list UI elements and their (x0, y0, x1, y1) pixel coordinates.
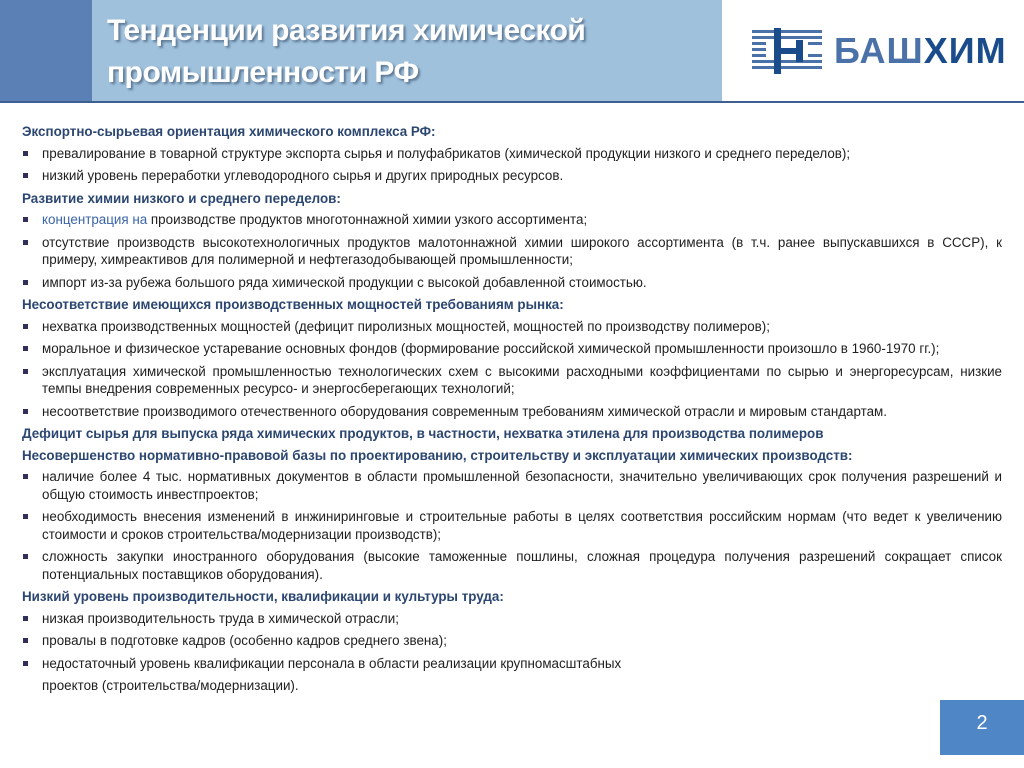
bullet-icon (23, 324, 28, 329)
bullet-icon (23, 616, 28, 621)
bashkhim-logo-icon (752, 26, 822, 76)
logo-text-part-2: ХИМ (923, 30, 1007, 71)
slide-title (107, 10, 707, 94)
bullet-icon (23, 554, 28, 559)
list-item-text: отсутствие производств высокотехнологичных продуктов малотоннажной химии широкого ассортимента (в т.ч. ранее выпускавшихся в СССР), к примеру, химреактивов для полимерной и нефтегазодобывающей промышленности; (42, 234, 1002, 267)
slide-header (0, 0, 1024, 101)
slide-title-line-1: Тенденции развития химической (107, 14, 586, 47)
list-item (22, 274, 1002, 292)
list-item-text: моральное и физическое устаревание основных фондов (формирование российской химической промышленности произошло в 1960-1970 гг.); (42, 341, 940, 356)
logo-text (834, 30, 1007, 72)
list-item (22, 363, 1002, 398)
section-heading-raw-material-deficit: Дефицит сырья для выпуска ряда химических продуктов, в частности, нехватка этилена для производства полимеров (22, 426, 824, 441)
section-heading-labor: Низкий уровень производительности, квалификации и культуры труда: (22, 589, 504, 604)
list-item-text: сложность закупки иностранного оборудования (высокие таможенные пошлины, сложная процедура получения разрешений сокращает список потенциальных поставщиков оборудования). (42, 549, 1002, 582)
logo (722, 0, 1024, 101)
list-item (22, 318, 1002, 336)
bullet-icon (23, 409, 28, 414)
bullet-icon (23, 173, 28, 178)
list-item-text: наличие более 4 тыс. нормативных документов в области промышленной безопасности, значительно увеличивающих срок получения разрешений и общую стоимость инвестпроектов; (42, 469, 1002, 502)
list-item-text: эксплуатация химической промышленностью технологических схем с высокими расходными коэффициентами по сырью и энергоресурсам, низкие темпы внедрения современных ресурсо- и энергосберегающих технологий; (42, 363, 1002, 396)
section-heading-low-medium-chemistry: Развитие химии низкого и среднего переделов: (22, 190, 341, 206)
logo-text-part-1: БАШ (834, 30, 924, 71)
list-item-text: импорт из-за рубежа большого ряда химической продукции с высокой добавленной стоимостью. (42, 274, 647, 290)
header-left-stripe (0, 0, 92, 101)
bullet-icon (23, 638, 28, 643)
list-item-text: превалирование в товарной структуре экспорта сырья и полуфабрикатов (химической продукции низкого и среднего переделов); (42, 145, 851, 161)
section-heading-regulatory: Несовершенство нормативно-правовой базы по проектированию, строительству и эксплуатации химических производств: (22, 447, 853, 463)
list-item (22, 340, 1002, 358)
section-heading-export: Экспортно-сырьевая ориентация химического комплекса РФ: (22, 124, 436, 139)
list-item-continuation: проектов (строительства/модернизации). (42, 678, 299, 693)
bullet-icon (23, 217, 28, 222)
bullet-icon (23, 369, 28, 374)
list-item-text: несоответствие производимого отечественного оборудования современным требованиям химической отрасли и мировым стандартам. (42, 403, 887, 419)
list-item (22, 234, 1002, 269)
list-item-text: нехватка производственных мощностей (дефицит пиролизных мощностей, мощностей по производству полимеров); (42, 318, 770, 334)
list-item-text: производстве продуктов многотоннажной химии узкого ассортимента; (147, 212, 588, 227)
list-item (22, 632, 1002, 650)
list-item (22, 211, 1002, 229)
bullet-icon (23, 514, 28, 519)
list-item (22, 468, 1002, 503)
bullet-icon (23, 474, 28, 479)
list-item (22, 508, 1002, 543)
list-item-text: недостаточный уровень квалификации персонала в области реализации крупномасштабных (42, 655, 622, 671)
list-item-text: провалы в подготовке кадров (особенно кадров среднего звена); (42, 633, 447, 648)
slide-content (22, 120, 1002, 695)
list-item-highlight: концентрация на (42, 212, 148, 227)
list-item (22, 145, 1002, 163)
list-item (22, 167, 1002, 185)
list-item (22, 610, 1002, 628)
list-item (22, 655, 1002, 673)
list-item (22, 548, 1002, 583)
bullet-icon (23, 240, 28, 245)
bullet-icon (23, 280, 28, 285)
list-item-text: низкая производительность труда в химической отрасли; (42, 610, 399, 626)
page-number: 2 (976, 712, 988, 734)
list-item-text: низкий уровень переработки углеводородного сырья и других природных ресурсов. (42, 168, 564, 183)
page-number-box (940, 700, 1024, 755)
slide-title-line-2: промышленности РФ (107, 56, 419, 89)
list-item (22, 403, 1002, 421)
header-divider (0, 101, 1024, 103)
bullet-icon (23, 661, 28, 666)
list-item-text: необходимость внесения изменений в инжиниринговые и строительные работы в целях соответствия российским нормам (что ведет к увеличению стоимости и сроков строительства/модернизации производств); (42, 509, 1002, 542)
section-heading-capacity-mismatch: Несоответствие имеющихся производственных мощностей требованиям рынка: (22, 297, 564, 312)
bullet-icon (23, 346, 28, 351)
bullet-icon (23, 151, 28, 156)
